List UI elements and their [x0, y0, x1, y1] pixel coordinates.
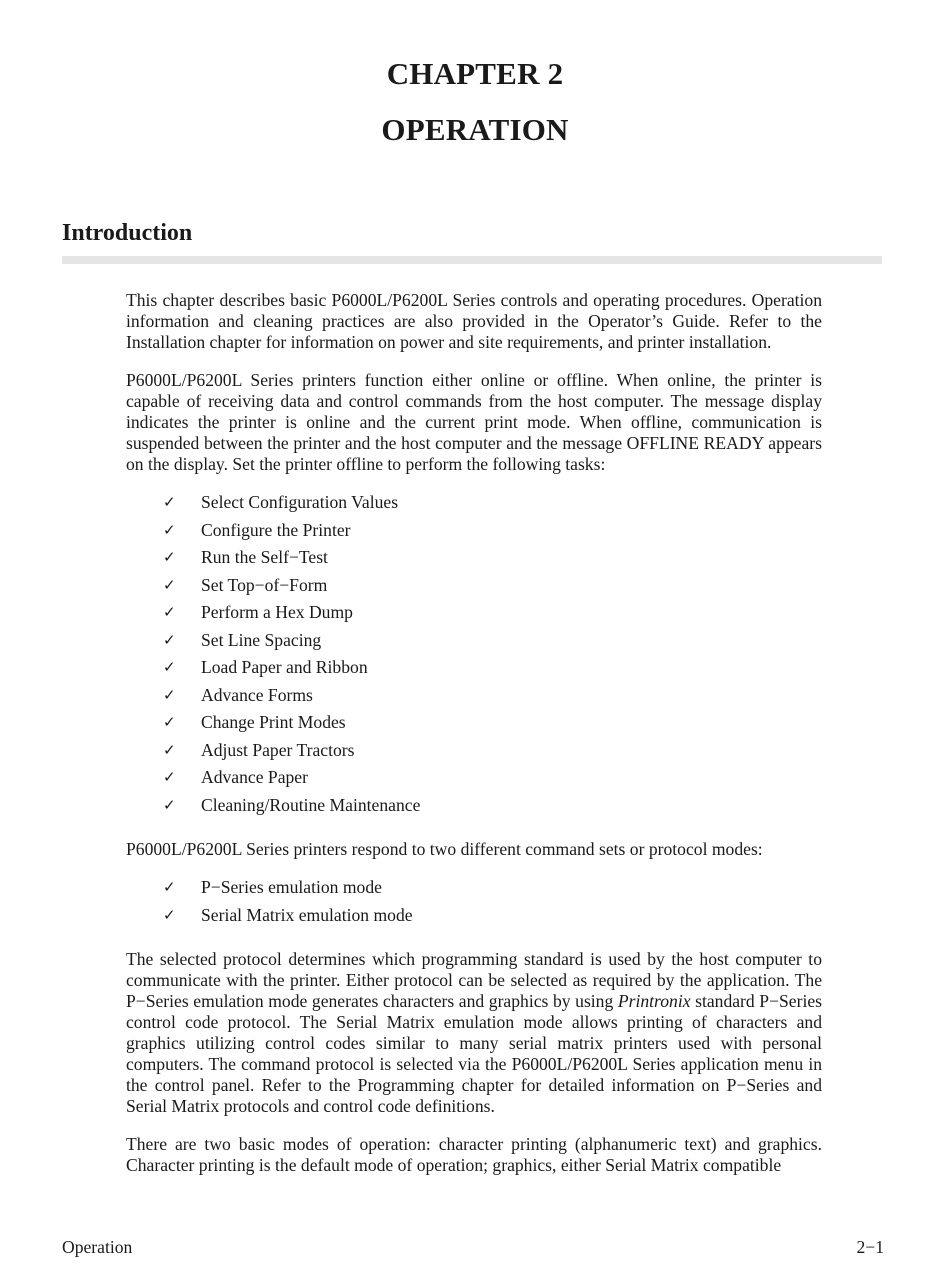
check-mark-icon: ✓ [163, 907, 176, 924]
list-item [126, 602, 822, 630]
paragraph-online-offline: P6000L/P6200L Series printers function either online or offline. When online, the printer is capable of receiving data and control commands from the host computer. The message display indicates the printer is online and the current print mode. When offline, communication is suspended between the printer and the host computer and the message OFFLINE READY appears on the display. Set the printer offline to perform the following tasks: [126, 370, 822, 474]
footer-section-name: Operation [62, 1237, 133, 1257]
offline-task-list [126, 492, 822, 822]
protocol-text-end: standard P−Series control code protocol. The Serial Matrix emulation mode allows printing of characters and graphics utilizing control codes similar to many serial matrix printers used with personal computers. The command protocol is selected via the P6000L/P6200L Series application menu in the control panel. Refer to the Programming chapter for detailed information on P−Series and Serial Matrix protocols and control code definitions. [126, 991, 822, 1116]
list-item [126, 767, 822, 795]
list-item [126, 547, 822, 575]
list-item [126, 575, 822, 603]
list-item [126, 712, 822, 740]
list-item-label: Advance Paper [201, 767, 308, 787]
paragraph-protocols: P6000L/P6200L Series printers respond to two different command sets or protocol modes: [126, 839, 763, 859]
list-item-label: Cleaning/Routine Maintenance [201, 794, 421, 815]
check-mark-icon: ✓ [163, 687, 176, 704]
check-mark-icon: ✓ [163, 742, 176, 759]
list-item-label: Perform a Hex Dump [201, 602, 353, 622]
list-item [126, 657, 822, 685]
list-item [126, 520, 822, 548]
list-item-label: P−Series emulation mode [201, 877, 382, 897]
check-mark-icon: ✓ [163, 522, 176, 539]
check-mark-icon: ✓ [163, 550, 176, 566]
body-content [126, 290, 822, 1193]
list-item-label: Run the Self−Test [201, 547, 328, 567]
check-mark-icon: ✓ [163, 632, 176, 649]
check-mark-icon: ✓ [163, 797, 176, 814]
list-item [126, 685, 822, 713]
footer-page-number: 2−1 [856, 1237, 884, 1257]
list-item [126, 795, 822, 823]
chapter-number: CHAPTER 2 [386, 56, 564, 91]
section-divider [62, 256, 882, 264]
check-mark-icon: ✓ [163, 715, 176, 731]
list-item [126, 630, 822, 658]
list-item-label: Serial Matrix emulation mode [201, 904, 413, 925]
check-mark-icon: ✓ [163, 770, 176, 786]
list-item-label: Set Top−of−Form [201, 574, 328, 595]
check-mark-icon: ✓ [163, 495, 176, 511]
section-heading: Introduction [62, 220, 193, 246]
list-item-label: Load Paper and Ribbon [201, 657, 368, 677]
paragraph-protocol-details [126, 949, 822, 1117]
protocol-text-start: The selected protocol determines which programming standard is used by the host computer to communicate with the printer. Either protocol can be selected as required by the application. The P−Series emulation mode generates characters and graphics by using [126, 949, 822, 1011]
chapter-title: OPERATION [381, 112, 569, 147]
list-item-label: Select Configuration Values [201, 492, 399, 512]
list-item [126, 740, 822, 768]
check-mark-icon: ✓ [163, 660, 176, 676]
list-item-label: Configure the Printer [201, 519, 351, 540]
check-mark-icon: ✓ [163, 880, 176, 896]
list-item [126, 905, 822, 933]
list-item-label: Adjust Paper Tractors [201, 739, 355, 760]
paragraph-modes: There are two basic modes of operation: character printing (alphanumeric text) and graphics. Character printing is the default mode of operation; graphics, either Serial Matrix compatible [126, 1134, 822, 1175]
protocol-mode-list [126, 877, 822, 932]
list-item [126, 877, 822, 905]
check-mark-icon: ✓ [163, 577, 176, 594]
check-mark-icon: ✓ [163, 605, 176, 621]
list-item-label: Change Print Modes [201, 712, 346, 732]
list-item-label: Advance Forms [201, 684, 313, 705]
brand-name: Printronix [617, 991, 691, 1011]
list-item-label: Set Line Spacing [201, 629, 322, 650]
paragraph-intro: This chapter describes basic P6000L/P6200L Series controls and operating procedures. Operation information and cleaning practices are also provided in the Operator’s Guide. Refer to the Installation chapter for information on power and site requirements, and printer installation. [126, 290, 822, 352]
list-item [126, 492, 822, 520]
